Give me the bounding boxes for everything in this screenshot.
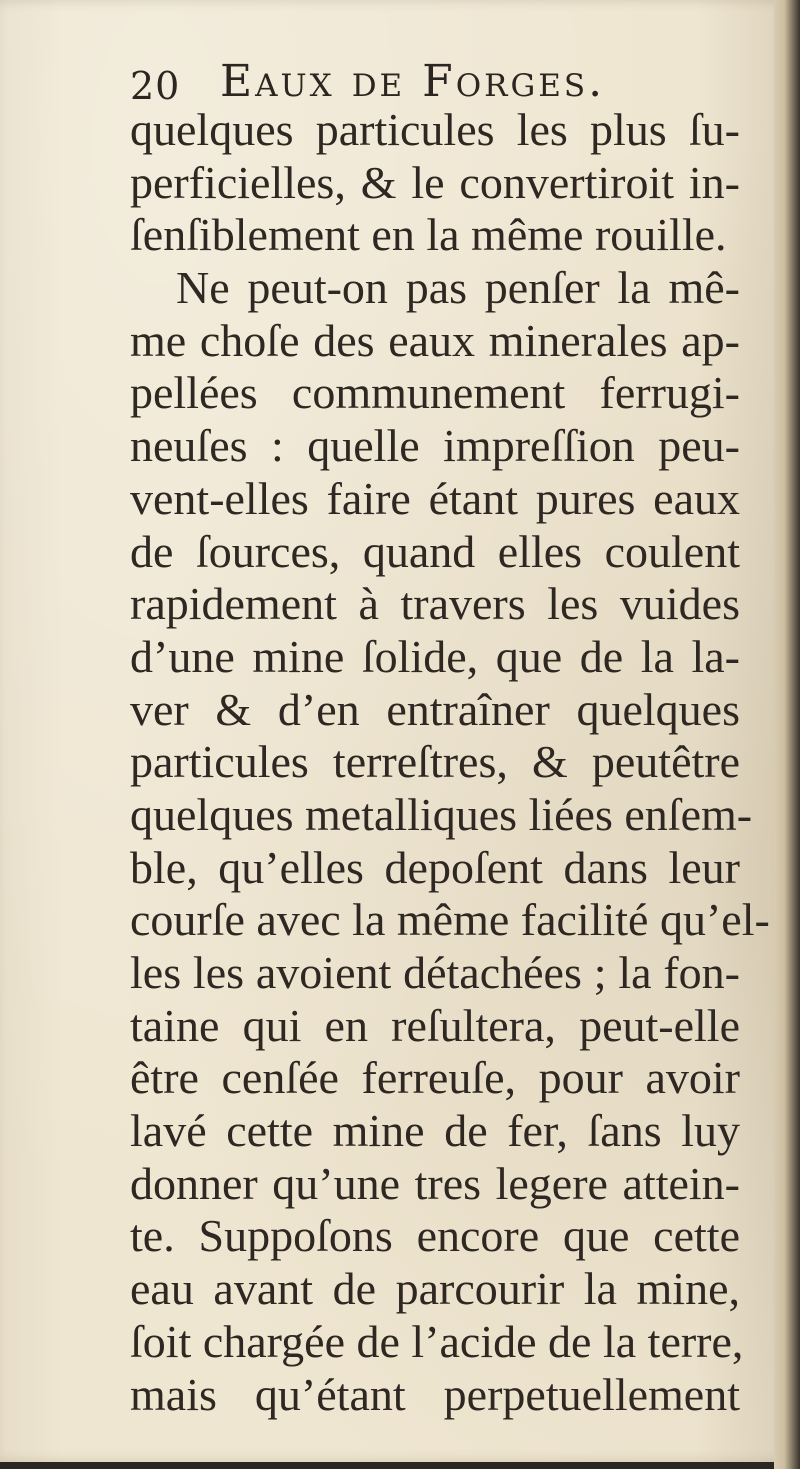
text-line: me choſe des eaux minerales ap- bbox=[130, 314, 740, 366]
text-line: mais qu’étant perpetuellement bbox=[130, 1368, 740, 1420]
text-line: pellées communement ferrugi- bbox=[130, 367, 740, 419]
text-line: quelques metalliques liées enſem- bbox=[130, 788, 753, 840]
text-line: vent-elles faire étant pures eaux bbox=[130, 472, 740, 524]
text-line: te. Suppoſons encore que cette bbox=[130, 1210, 740, 1262]
text-line: courſe avec la même facilité qu’el- bbox=[130, 894, 770, 946]
text-line: quelques particules les plus ſu- bbox=[130, 104, 740, 155]
text-line: d’une mine ſolide, que de la la- bbox=[130, 630, 740, 682]
text-line: lavé cette mine de fer, ſans luy bbox=[130, 1105, 740, 1157]
running-title: Eaux de Forges. bbox=[220, 56, 606, 107]
text-line: ble, qu’elles depoſent dans leur bbox=[130, 841, 740, 893]
text-line: eau avant de parcourir la mine, bbox=[130, 1263, 740, 1315]
text-line: être cenſée ferreuſe, pour avoir bbox=[130, 1052, 740, 1104]
page-number: 20 bbox=[130, 64, 181, 108]
text-line: ſenſiblement en la même rouille. bbox=[130, 209, 727, 261]
text-line: ſoit chargée de l’acide de la terre, bbox=[130, 1315, 744, 1367]
text-line: rapidement à travers les vuides bbox=[130, 578, 740, 630]
book-spine-edge bbox=[774, 0, 800, 1469]
text-line: donner qu’une tres legere attein- bbox=[130, 1157, 740, 1209]
body-text bbox=[130, 104, 770, 1421]
paragraph-start-line: Ne peut-on pas penſer la mê- bbox=[176, 262, 740, 314]
text-line: les les avoient détachées ; la fon- bbox=[130, 947, 740, 998]
text-line: de ſources, quand elles coulent bbox=[130, 525, 740, 577]
text-line: taine qui en reſultera, peut-elle bbox=[130, 999, 740, 1051]
text-line: perficielles, & le convertiroit in- bbox=[130, 156, 740, 208]
text-line: ver & d’en entraîner quelques bbox=[130, 683, 740, 735]
text-line: neuſes : quelle impreſſion peu- bbox=[130, 420, 740, 472]
text-line: particules terreſtres, & peutêtre bbox=[130, 736, 740, 788]
